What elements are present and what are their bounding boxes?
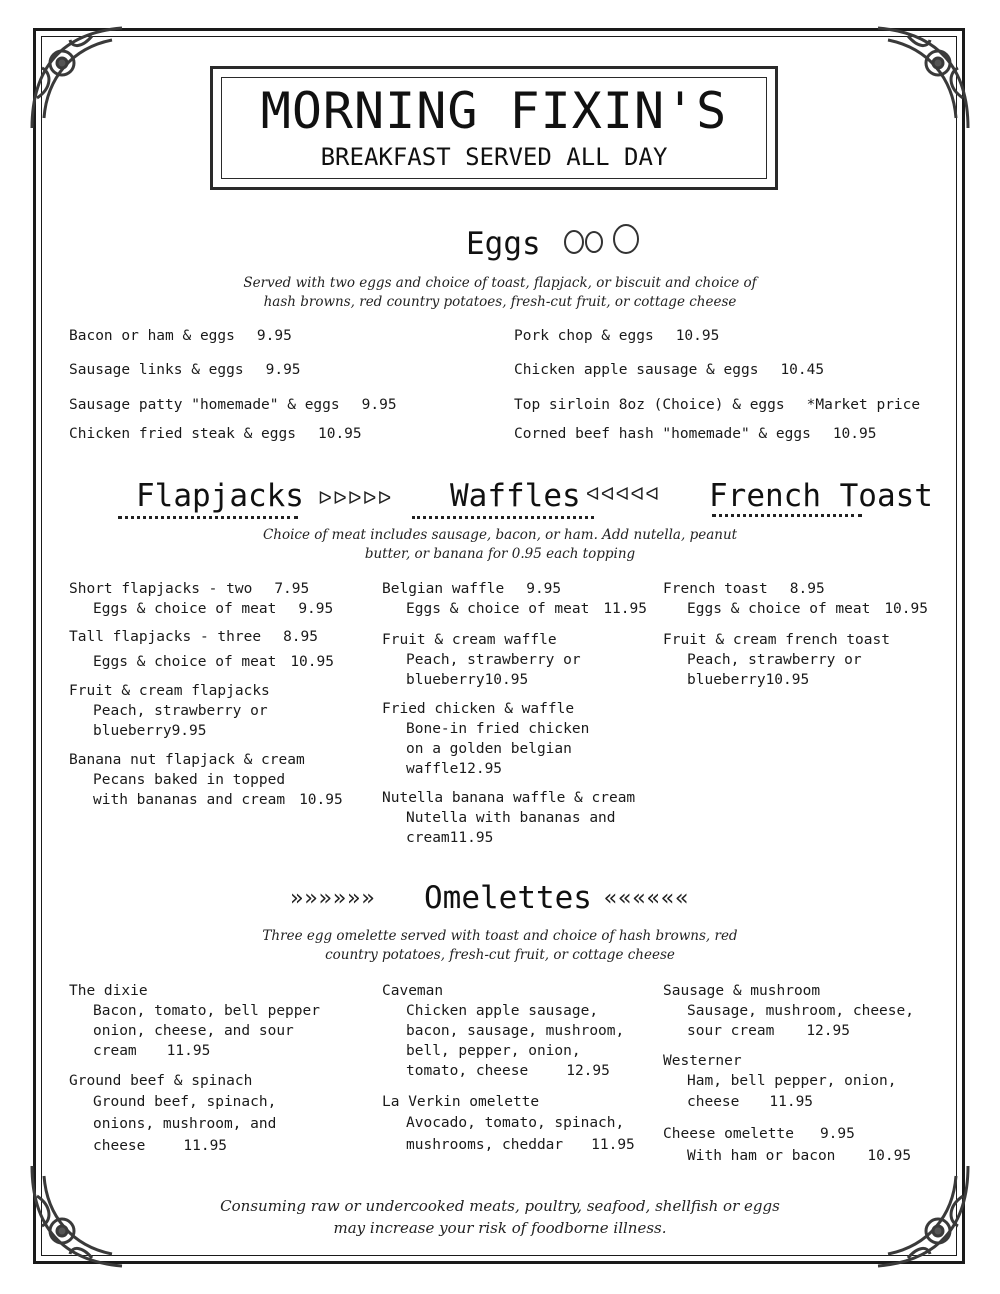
menu-item: The dixie [69, 983, 148, 999]
menu-item-desc: Peach, strawberry or [687, 652, 862, 668]
menu-item-desc: cream11.95 [406, 830, 494, 846]
dotted-divider [412, 516, 594, 519]
menu-item: Corned beef hash "homemade" & eggs 10.95 [514, 426, 877, 442]
waffles-heading: Waffles [450, 478, 581, 514]
menu-item: Fried chicken & waffle [382, 701, 575, 717]
menu-item-desc: Ham, bell pepper, onion, [687, 1073, 897, 1089]
menu-item: Cheese omelette 9.95 [663, 1126, 855, 1142]
menu-item: Chicken apple sausage & eggs 10.45 [514, 362, 825, 378]
menu-item-desc: Peach, strawberry or [406, 652, 581, 668]
food-safety-notice: Consuming raw or undercooked meats, poultry, seafood, shellfish or eggs may increase your risk of foodborne illness. [220, 1197, 780, 1237]
menu-item: Sausage & mushroom [663, 983, 821, 999]
menu-subtitle: BREAKFAST SERVED ALL DAY [320, 143, 668, 171]
omelettes-column-2 [382, 981, 635, 1156]
menu-item-desc: Sausage, mushroom, cheese, [687, 1003, 914, 1019]
omelettes-heading: Omelettes [424, 880, 592, 916]
corner-flourish-top-right-icon [858, 18, 978, 138]
omelettes-column-3 [663, 981, 914, 1168]
menu-item-desc: Nutella with bananas and [406, 810, 616, 826]
menu-item-desc: blueberry10.95 [406, 672, 529, 688]
menu-item: Tall flapjacks - three 8.95 [69, 629, 318, 645]
menu-item-desc: waffle12.95 [406, 761, 503, 777]
corner-flourish-bottom-right-icon [858, 1156, 978, 1276]
menu-item-desc: bell, pepper, onion, [406, 1043, 581, 1059]
menu-item-desc: Pecans baked in topped [93, 772, 286, 788]
menu-item-desc: sour cream 12.95 [687, 1023, 850, 1039]
menu-item: Belgian waffle 9.95 [382, 581, 562, 597]
menu-item-desc: blueberry9.95 [93, 723, 207, 739]
french-toast-heading: French Toast [709, 478, 933, 514]
eggs-note: Served with two eggs and choice of toast, flapjack, or biscuit and choice of hash browns, red country potatoes, fresh-cut fruit, or cottage cheese [243, 275, 757, 310]
menu-item-desc: Chicken apple sausage, [406, 1003, 599, 1019]
omelettes-note: Three egg omelette served with toast and choice of hash browns, red country potatoes, fresh-cut fruit, or cottage cheese [262, 928, 738, 963]
menu-item: Top sirloin 8oz (Choice) & eggs *Market price [514, 397, 921, 413]
menu-item: Sausage patty "homemade" & eggs 9.95 [69, 397, 397, 413]
eggs-icon [562, 224, 642, 256]
menu-item-desc: Peach, strawberry or [93, 703, 268, 719]
menu-item-desc: cheese 11.95 [687, 1094, 814, 1110]
menu-item-desc: Ground beef, spinach, [93, 1094, 277, 1110]
eggs-heading: Eggs [466, 226, 541, 262]
menu-item-desc: Avocado, tomato, spinach, [406, 1115, 625, 1131]
menu-item-desc: mushrooms, cheddar 11.95 [406, 1137, 635, 1153]
corner-flourish-top-left-icon [22, 18, 142, 138]
menu-item-option: With ham or bacon 10.95 [687, 1148, 912, 1164]
menu-item-desc: blueberry10.95 [687, 672, 810, 688]
flapjacks-column [69, 579, 343, 810]
menu-item: Chicken fried steak & eggs 10.95 [69, 426, 362, 442]
menu-title: MORNING FIXIN'S [260, 82, 728, 140]
menu-item: Nutella banana waffle & cream [382, 790, 636, 806]
arrow-ornament-left-icon: «««««« [604, 886, 690, 911]
menu-item-desc: cheese 11.95 [93, 1138, 228, 1154]
diamond-ornament-right-icon: ᐅᐅᐅᐅᐅ [318, 488, 393, 509]
menu-item-option: Eggs & choice of meat 10.95 [687, 601, 928, 617]
menu-item-option: Eggs & choice of meat 11.95 [406, 601, 647, 617]
french-toast-column [663, 579, 928, 690]
flapjacks-heading: Flapjacks [136, 478, 304, 514]
menu-item-desc: bacon, sausage, mushroom, [406, 1023, 625, 1039]
dotted-divider [712, 514, 862, 517]
menu-item: Fruit & cream flapjacks [69, 683, 270, 699]
diamond-ornament-left-icon: ᐊᐊᐊᐊᐊ [586, 484, 661, 505]
omelettes-column-1 [69, 981, 320, 1157]
menu-item: Bacon or ham & eggs 9.95 [69, 328, 292, 344]
menu-item: Short flapjacks - two 7.95 [69, 581, 310, 597]
menu-item-desc: Bacon, tomato, bell pepper [93, 1003, 320, 1019]
menu-item-desc: onions, mushroom, and [93, 1116, 277, 1132]
menu-item-desc: onion, cheese, and sour [93, 1023, 294, 1039]
menu-item: Banana nut flapjack & cream [69, 752, 305, 768]
menu-item-desc: on a golden belgian [406, 741, 572, 757]
menu-item: Fruit & cream waffle [382, 632, 557, 648]
menu-item-desc: cream 11.95 [93, 1043, 211, 1059]
corner-flourish-bottom-left-icon [22, 1156, 142, 1276]
menu-item-option: Eggs & choice of meat 10.95 [93, 654, 334, 670]
arrow-ornament-right-icon: »»»»»» [290, 886, 376, 911]
menu-item: Fruit & cream french toast [663, 632, 890, 648]
griddle-note: Choice of meat includes sausage, bacon, or ham. Add nutella, peanut butter, or banana for 0.95 each topping [262, 527, 738, 562]
dotted-divider [118, 516, 298, 519]
menu-item: Westerner [663, 1053, 742, 1069]
menu-item: Pork chop & eggs 10.95 [514, 328, 720, 344]
menu-item-desc: tomato, cheese 12.95 [406, 1063, 610, 1079]
menu-item: Ground beef & spinach [69, 1073, 253, 1089]
menu-item: La Verkin omelette [382, 1094, 540, 1110]
menu-item: French toast 8.95 [663, 581, 825, 597]
menu-item-option: Eggs & choice of meat 9.95 [93, 601, 334, 617]
waffles-column [382, 579, 647, 848]
menu-item-desc: Bone-in fried chicken [406, 721, 590, 737]
menu-item: Caveman [382, 983, 444, 999]
menu-item: Sausage links & eggs 9.95 [69, 362, 301, 378]
menu-item-desc: with bananas and cream 10.95 [93, 792, 343, 808]
